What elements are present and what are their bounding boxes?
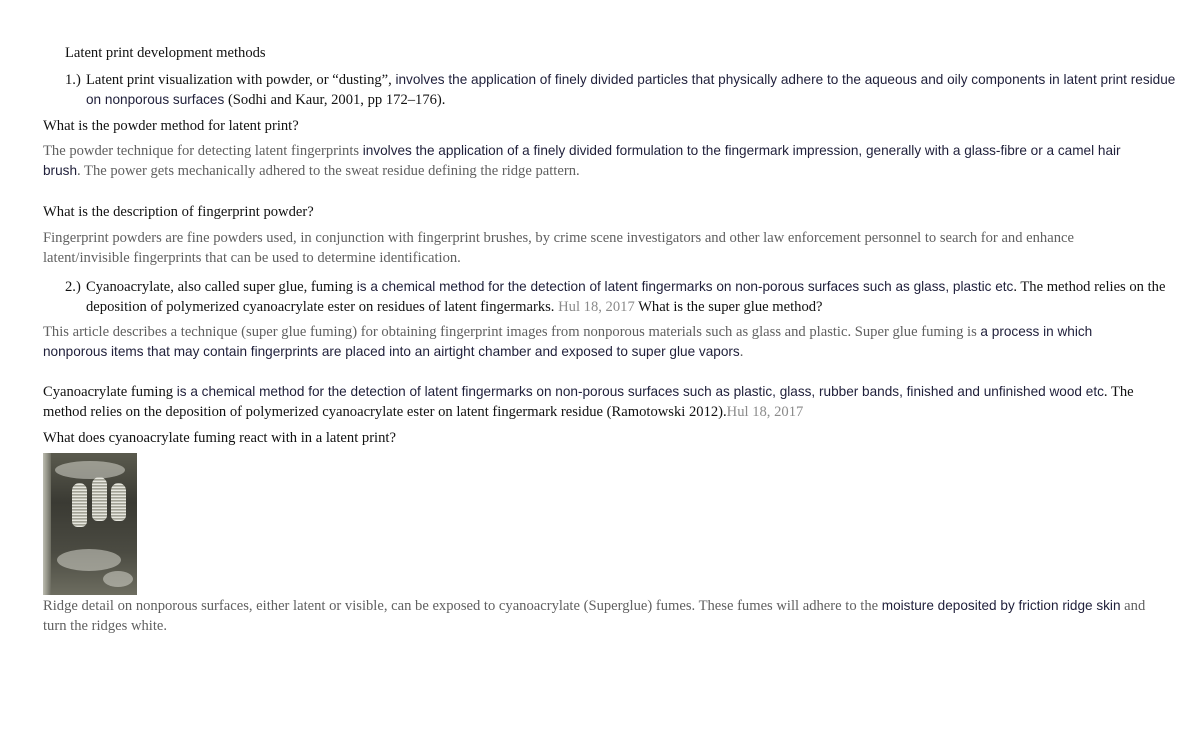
list-item-1 [65, 70, 1176, 110]
item2-date: Hul 18, 2017 [554, 299, 635, 315]
a4-highlight: is a chemical method for the detection of latent fingermarks on non-porous surfaces such as plastic, glass, rubber bands, finished and unfinished wood etc [176, 384, 1104, 399]
question-powder-description: What is the description of fingerprint powder? [43, 204, 314, 220]
a4-tail: . The method relies on the deposition of polymerized cyanoacrylate ester on latent fingermark residue (Ramotowski 2012). [43, 384, 1134, 420]
fingerprint-photo [43, 453, 137, 595]
page-heading: Latent print development methods [65, 45, 266, 61]
a3-lead: This article describes a technique (super glue fuming) for obtaining fingerprint images from nonporous materials such as glass and plastic. Super glue fuming is [43, 324, 981, 340]
item2-highlight: is a chemical method for the detection of latent fingermarks on non-porous surfaces such as glass, plastic etc [356, 279, 1014, 294]
item2-middle: . The method relies on the deposition of polymerized cyanoacrylate ester on residues of latent fingermarks. [86, 279, 1166, 315]
answer-super-glue [43, 322, 1155, 362]
a4-date: Hul 18, 2017 [726, 404, 804, 420]
a1-lead: The powder technique for detecting latent fingerprints [43, 143, 363, 159]
item2-question: What is the super glue method? [634, 299, 823, 315]
a1-highlight: involves the application of a finely divided formulation to the fingermark impression, generally with a glass-fibre or a camel hair brush [43, 143, 1121, 178]
item1-highlight: involves the application of finely divided particles that physically adhere to the aqueous and oily components in latent print residue on nonporous surfaces [86, 72, 1176, 107]
a5-highlight: moisture deposited by friction ridge skin [881, 598, 1121, 613]
paragraph-cyanoacrylate [43, 382, 1155, 422]
question-cyanoacrylate-reaction: What does cyanoacrylate fuming react with in a latent print? [43, 430, 396, 446]
item2-lead: Cyanoacrylate, also called super glue, fuming [86, 279, 357, 295]
answer-cyanoacrylate-reaction [43, 596, 1155, 636]
fingerprint-mark [72, 483, 87, 527]
item1-tail: (Sodhi and Kaur, 2001, pp 172–176). [224, 92, 446, 108]
fingerprint-mark [111, 483, 126, 521]
photo-blot [103, 571, 133, 587]
list-item-2 [65, 277, 1176, 317]
a3-tail: . [739, 344, 744, 360]
a5-lead: Ridge detail on nonporous surfaces, either latent or visible, can be exposed to cyanoacrylate (Superglue) fumes. These fumes will adhere to the [43, 598, 882, 614]
list-number-1: 1.) [65, 72, 81, 88]
list-number-2: 2.) [65, 279, 81, 295]
item1-lead: Latent print visualization with powder, or “dusting”, [86, 72, 396, 88]
photo-edge [43, 453, 51, 595]
a5-tail: and turn the ridges white. [43, 598, 1146, 634]
fingerprint-mark [92, 477, 107, 521]
photo-blot [57, 549, 121, 571]
photo-blot [55, 461, 125, 479]
a4-lead: Cyanoacrylate fuming [43, 384, 177, 400]
a3-highlight: a process in which nonporous items that may contain fingerprints are placed into an airtight chamber and exposed to super glue vapors [43, 324, 1093, 359]
question-powder-method: What is the powder method for latent print? [43, 118, 299, 134]
a1-tail: . The power gets mechanically adhered to the sweat residue defining the ridge pattern. [77, 163, 580, 179]
answer-powder-description: Fingerprint powders are fine powders used, in conjunction with fingerprint brushes, by crime scene investigators and other law enforcement personnel to search for and enhance latent/invisible fingerprints that can be used to determine identification. [43, 230, 1074, 266]
answer-powder-method [43, 141, 1155, 181]
